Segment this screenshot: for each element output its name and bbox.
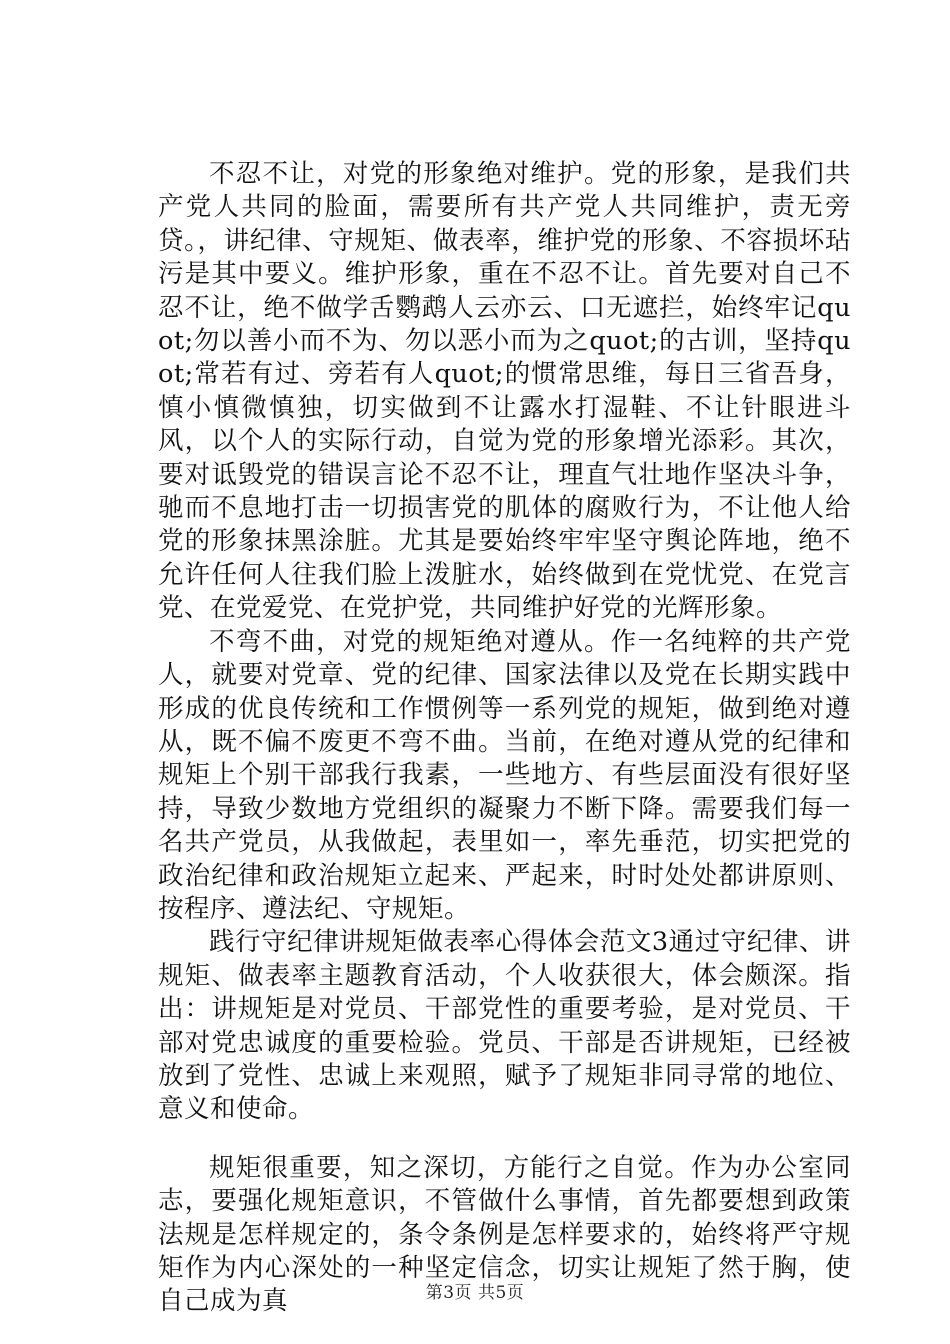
paragraph-3: 践行守纪律讲规矩做表率心得体会范文3通过守纪律、讲规矩、做表率主题教育活动，个人收获很大，体会颇深。指出：讲规矩是对党员、干部党性的重要考验，是对党员、干部对党忠诚度的重要检验。党员、干部是否讲规矩，已经被放到了党性、忠诚上来观照，赋予了规矩非同寻常的地位、意义和使命。 xyxy=(158,927,851,1125)
paragraph-1: 不忍不让，对党的形象绝对维护。党的形象，是我们共产党人共同的脸面，需要所有共产党人共同维护，责无旁贷。，讲纪律、守规矩、做表率，维护党的形象、不容损坏玷污是其中要义。维护形象，重在不忍不让。首先要对自己不忍不让，绝不做学舌鹦鹉人云亦云、口无遮拦，始终牢记quot;勿以善小而不为、勿以恶小而为之quot;的古训，坚持quot;常若有过、旁若有人quot;的惯常思维，每日三省吾身，慎小慎微慎独，切实做到不让露水打湿鞋、不让针眼进斗风，以个人的实际行动，自觉为党的形象增光添彩。其次，要对诋毁党的错误言论不忍不让，理直气壮地作坚决斗争，驰而不息地打击一切损害党的肌体的腐败行为，不让他人给党的形象抹黑涂脏。尤其是要始终牢牢坚守舆论阵地，绝不允许任何人往我们脸上泼脏水，始终做到在党忧党、在党言党、在党爱党、在党护党，共同维护好党的光辉形象。 xyxy=(158,159,851,624)
paragraph-spacer xyxy=(158,1127,851,1152)
paragraph-2: 不弯不曲，对党的规矩绝对遵从。作一名纯粹的共产党人，就要对党章、党的纪律、国家法律以及党在长期实践中形成的优良传统和工作惯例等一系列党的规矩，做到绝对遵从，既不偏不废更不弯不曲。当前，在绝对遵从党的纪律和规矩上个别干部我行我素，一些地方、有些层面没有很好坚持，导致少数地方党组织的凝聚力不断下降。需要我们每一名共产党员，从我做起，表里如一，率先垂范，切实把党的政治纪律和政治规矩立起来、严起来，时时处处都讲原则、按程序、遵法纪、守规矩。 xyxy=(158,626,851,924)
paragraph-4: 规矩很重要，知之深切，方能行之自觉。作为办公室同志，要强化规矩意识，不管做什么事情，首先都要想到政策法规是怎样规定的，条令条例是怎样要求的，始终将严守规矩作为内心深处的一种坚定信念，切实让规矩了然于胸，使自己成为真 xyxy=(158,1152,851,1317)
document-body xyxy=(158,158,851,1319)
page-number-footer: 第3页 共5页 xyxy=(425,1283,525,1303)
